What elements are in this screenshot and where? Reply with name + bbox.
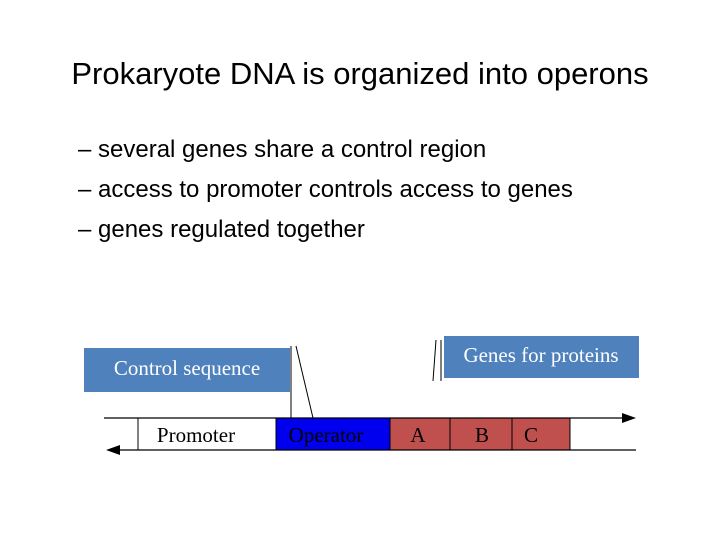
genes-label: Genes for proteins [463, 343, 619, 367]
callout-line [296, 346, 313, 418]
segment-label-c: C [523, 423, 539, 447]
callout-line [433, 340, 436, 381]
segment-label-a: A [410, 423, 426, 447]
slide-title: Prokaryote DNA is organized into operons [71, 56, 649, 91]
control-sequence-label: Control sequence [113, 356, 261, 380]
bullet-item: – access to promoter controls access to genes [78, 176, 573, 203]
bullet-item: – several genes share a control region [78, 136, 487, 163]
segment-label-operator: Operator [288, 423, 364, 447]
arrow-right-icon [622, 413, 636, 423]
segment-label-b: B [474, 423, 490, 447]
arrow-left-icon [106, 445, 120, 455]
bullet-item: – genes regulated together [78, 216, 365, 243]
segment-label-promoter: Promoter [156, 423, 236, 447]
segment-gene-c [512, 418, 570, 450]
